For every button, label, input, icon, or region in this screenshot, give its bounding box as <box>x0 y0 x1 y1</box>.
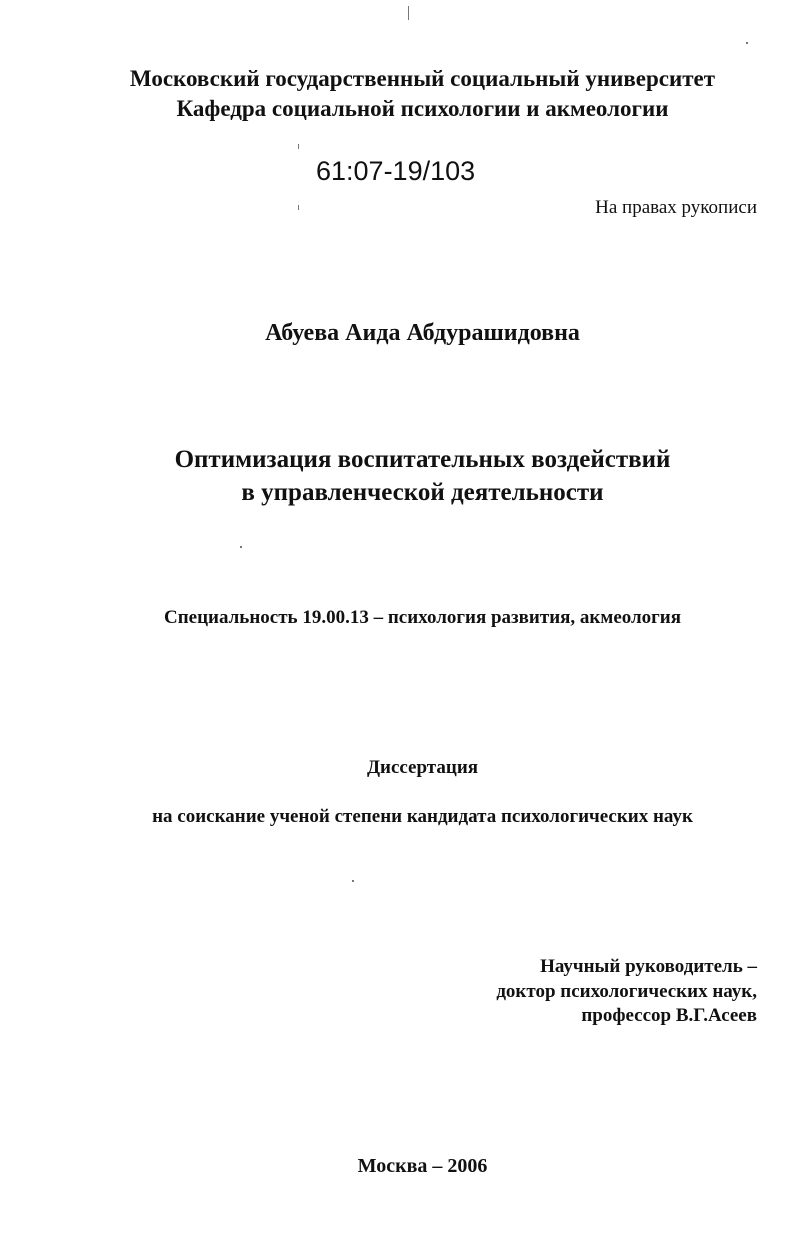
author-name: Абуева Аида Абдурашидовна <box>265 320 580 346</box>
supervisor-degree: доктор психологических наук, <box>496 981 757 1002</box>
department-name: Кафедра социальной психологии и акмеологии <box>176 96 669 121</box>
manuscript-note: На правах рукописи <box>595 197 757 218</box>
catalog-code: 61:07-19/103 <box>316 156 476 186</box>
scan-speck <box>298 205 299 210</box>
degree-statement: на соискание ученой степени кандидата психологических наук <box>152 806 693 827</box>
scan-speck <box>408 6 409 20</box>
dissertation-title-line1: Оптимизация воспитательных воздействий <box>174 446 671 473</box>
work-type: Диссертация <box>366 757 479 778</box>
scan-speck <box>298 144 299 149</box>
scan-speck <box>240 546 242 548</box>
scan-speck <box>352 880 354 882</box>
place-and-year: Москва – 2006 <box>357 1155 488 1177</box>
supervisor-name: профессор В.Г.Асеев <box>581 1005 757 1026</box>
supervisor-role: Научный руководитель – <box>540 956 757 977</box>
specialty: Специальность 19.00.13 – психология развития, акмеология <box>163 607 682 628</box>
university-name: Московский государственный социальный университет <box>129 66 716 91</box>
scan-speck <box>746 42 748 44</box>
dissertation-title-line2: в управленческой деятельности <box>241 479 604 506</box>
